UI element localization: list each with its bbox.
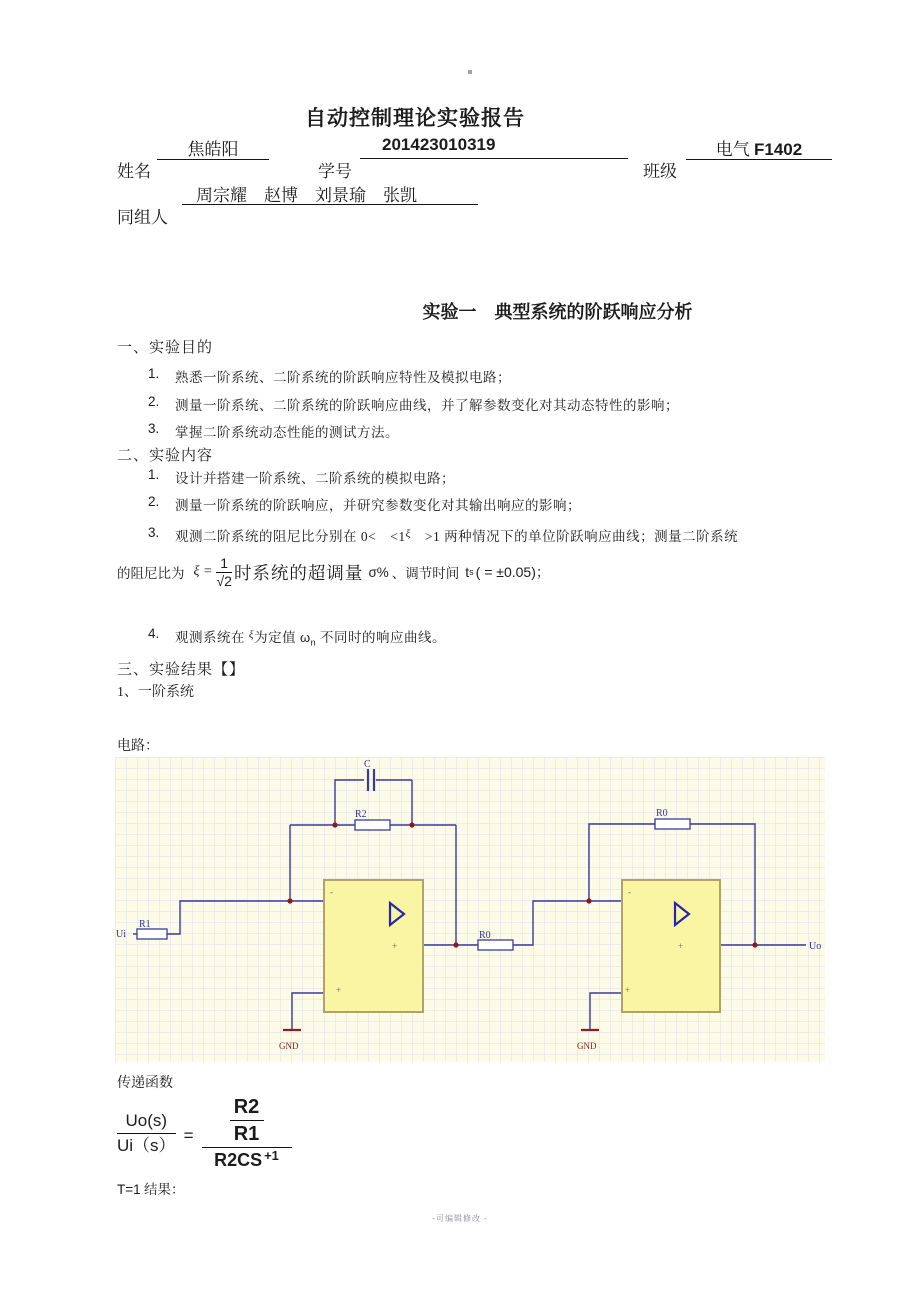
fraction-denominator: √2	[216, 572, 232, 589]
results-heading: 三、实验结果【】	[117, 662, 246, 678]
lhs-fraction	[117, 1111, 176, 1155]
page-footer: -可编辑修改 -	[432, 1214, 488, 1223]
name-value: 焦皓阳	[157, 135, 269, 160]
group-label: 同组人	[117, 208, 168, 227]
damping-formula-line	[117, 556, 550, 588]
svg-text:+: +	[678, 941, 684, 951]
item-number: 1.	[148, 467, 160, 482]
omega-subscript: n	[310, 637, 317, 648]
fraction-bar	[117, 1133, 176, 1134]
transfer-function-formula	[117, 1096, 292, 1171]
den-text: R2CS	[214, 1150, 263, 1170]
equals-sign: =	[183, 1125, 194, 1145]
resistor-r0-feedback	[655, 819, 690, 829]
class-code: F1402	[754, 140, 803, 159]
item-text: 测量一阶系统、二阶系统的阶跃响应曲线，并了解参数变化对其动态特性的影响；	[175, 398, 679, 413]
student-id-value: 201423010319	[360, 135, 628, 159]
class-value	[686, 135, 832, 160]
content-heading: 二、实验内容	[117, 448, 214, 464]
tolerance-text: ( = ±0.05)；	[475, 564, 550, 581]
settling-time-text: 、调节时间	[391, 566, 460, 582]
group-members-value: 周宗耀 赵博 刘景瑜 张凯	[182, 181, 478, 205]
item-text	[175, 626, 835, 648]
item-text: 掌握二阶系统动态性能的测试方法。	[175, 425, 399, 440]
inner-denominator: R1	[233, 1123, 260, 1145]
t-subscript: s	[469, 567, 474, 578]
item-number: 2.	[148, 394, 160, 409]
class-major: 电气	[715, 140, 750, 159]
item-text: 设计并搭建一阶系统、二阶系统的模拟电路；	[175, 471, 455, 486]
capacitor-label: C	[364, 759, 371, 770]
xi-symbol: ξ	[405, 528, 411, 540]
lhs-denominator: Ui（s）	[117, 1136, 176, 1155]
r0-feedback-label: R0	[656, 808, 668, 819]
item-number: 1.	[148, 366, 160, 381]
item4-pre: 观测系统在	[175, 630, 245, 645]
item-number: 2.	[148, 494, 160, 509]
rhs-denominator	[214, 1150, 279, 1171]
uo-label: Uo	[809, 941, 822, 952]
gnd2-label: GND	[577, 1041, 597, 1051]
t1-result-label	[117, 1178, 185, 1198]
inner-numerator: R2	[233, 1096, 260, 1118]
svg-text:+: +	[336, 985, 342, 995]
svg-text:-: -	[330, 887, 333, 897]
item4-mid: 为定值	[254, 630, 297, 645]
name-label: 姓名	[117, 162, 151, 181]
circuit-label: 电路：	[117, 739, 159, 754]
item3-prefix: 观测二阶系统的阻尼比分别在 0< <1	[175, 529, 406, 544]
t1-value: T=1	[117, 1182, 141, 1197]
circuit-diagram	[115, 757, 825, 1062]
circuit-svg	[115, 757, 825, 1062]
inner-fraction	[230, 1096, 264, 1145]
page-artifact-dot	[468, 70, 472, 74]
results-subheading: 1、一阶系统	[117, 685, 194, 700]
ui-label: Ui	[116, 929, 126, 940]
r0-mid-label: R0	[479, 930, 491, 941]
xi-equals: ξ =	[193, 564, 213, 580]
r1-label: R1	[139, 919, 151, 930]
xi-symbol: ξ	[248, 629, 255, 641]
t-symbol: t	[465, 564, 470, 581]
omega-symbol: ω	[299, 630, 311, 645]
class-label: 班级	[643, 162, 677, 181]
gnd1-label: GND	[279, 1041, 299, 1051]
student-id-label: 学号	[318, 162, 352, 181]
item4-post: 不同时的响应曲线。	[320, 630, 447, 645]
item-text	[175, 525, 835, 545]
svg-text:+: +	[392, 941, 398, 951]
resistor-r2	[355, 820, 390, 830]
page-title: 自动控制理论实验报告	[305, 106, 525, 130]
item3-suffix: >1 两种情况下的单位阶跃响应曲线；测量二阶系统	[410, 529, 739, 544]
opamp-2	[622, 880, 720, 1012]
svg-text:+: +	[625, 985, 631, 995]
rhs-fraction	[202, 1096, 292, 1171]
overshoot-text: 时系统的超调量	[233, 562, 364, 583]
t1-text: 结果：	[144, 1182, 185, 1197]
den-superscript: +1	[264, 1148, 279, 1163]
item-number: 4.	[148, 626, 160, 641]
item-number: 3.	[148, 525, 160, 540]
fraction-numerator: 1	[220, 555, 229, 571]
transfer-function-label: 传递函数	[117, 1076, 173, 1091]
purpose-heading: 一、实验目的	[117, 340, 214, 356]
damping-prefix: 的阻尼比为	[117, 566, 185, 582]
item-text: 测量一阶系统的阶跃响应，并研究参数变化对其输出响应的影响；	[175, 498, 581, 513]
svg-text:-: -	[628, 887, 631, 897]
sigma-percent: σ%	[368, 564, 389, 580]
experiment-title: 实验一 典型系统的阶跃响应分析	[422, 302, 693, 322]
resistor-r0-mid	[478, 940, 513, 950]
lhs-numerator: Uo(s)	[125, 1111, 168, 1131]
item-number: 3.	[148, 421, 160, 436]
resistor-r1	[137, 929, 167, 939]
one-over-sqrt2-fraction	[216, 556, 231, 588]
r2-label: R2	[355, 809, 367, 820]
item-text: 熟悉一阶系统、二阶系统的阶跃响应特性及模拟电路；	[175, 370, 511, 385]
inner-fraction-bar	[230, 1120, 264, 1121]
